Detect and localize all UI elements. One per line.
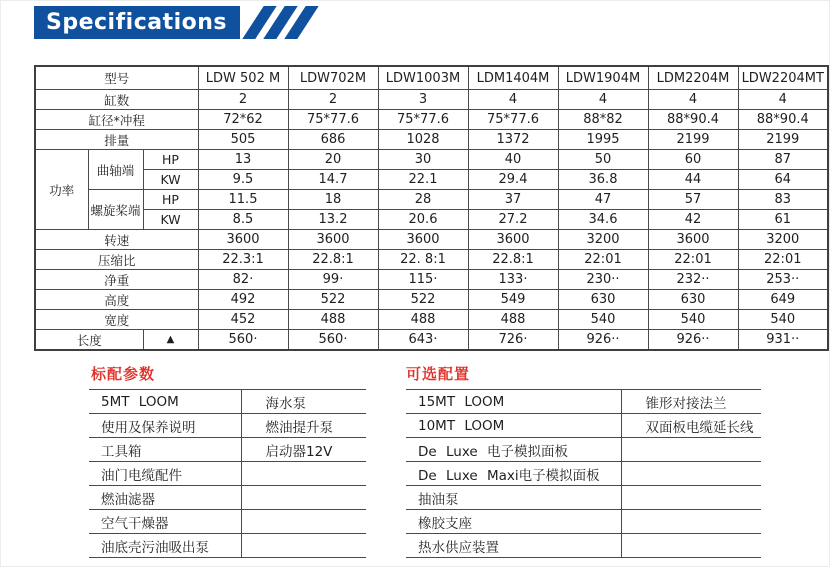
config-item <box>241 462 366 486</box>
spec-cell: 2 <box>288 90 378 110</box>
config-row <box>89 534 366 558</box>
table-row-model <box>35 66 828 90</box>
spec-cell: 87 <box>738 150 828 170</box>
spec-cell: 40 <box>468 150 558 170</box>
spec-cell: 926·· <box>648 330 738 351</box>
row-label-propeller-end: 螺旋桨端 <box>88 190 143 230</box>
spec-cell: 643· <box>378 330 468 351</box>
spec-cell: 2199 <box>648 130 738 150</box>
config-item <box>621 534 761 558</box>
spec-cell: 75*77.6 <box>468 110 558 130</box>
spec-cell: 232·· <box>648 270 738 290</box>
config-item <box>241 486 366 510</box>
table-row-power-prop-hp <box>35 190 828 210</box>
spec-cell: 75*77.6 <box>288 110 378 130</box>
spec-cell: 115· <box>378 270 468 290</box>
spec-cell: 560· <box>288 330 378 351</box>
spec-cell: 3200 <box>558 230 648 250</box>
config-row <box>89 462 366 486</box>
config-row <box>406 462 761 486</box>
spec-cell: 686 <box>288 130 378 150</box>
spec-cell: 1372 <box>468 130 558 150</box>
spec-cell: 560· <box>198 330 288 351</box>
spec-cell: 88*90.4 <box>648 110 738 130</box>
spec-cell: 42 <box>648 210 738 230</box>
row-label: 转速 <box>35 230 198 250</box>
spec-cell: 61 <box>738 210 828 230</box>
table-row-length <box>35 330 828 351</box>
spec-cell: 22.8:1 <box>468 250 558 270</box>
row-label: 压缩比 <box>35 250 198 270</box>
spec-cell: 133· <box>468 270 558 290</box>
config-item: 热水供应装置 <box>406 534 621 558</box>
spec-cell: 44 <box>648 170 738 190</box>
spec-cell: 452 <box>198 310 288 330</box>
spec-cell: 18 <box>288 190 378 210</box>
config-item: 使用及保养说明 <box>89 414 241 438</box>
table-row-width <box>35 310 828 330</box>
table-row-power-crank-kw <box>35 170 828 190</box>
config-item <box>621 438 761 462</box>
table-row-power-prop-kw <box>35 210 828 230</box>
spec-cell: 522 <box>288 290 378 310</box>
model-header-cell: LDW702M <box>288 66 378 90</box>
standard-config-table <box>89 389 366 558</box>
spec-cell: 22:01 <box>558 250 648 270</box>
config-item: 海水泵 <box>241 390 366 414</box>
spec-cell: 726· <box>468 330 558 351</box>
config-row <box>406 390 761 414</box>
spec-cell: 83 <box>738 190 828 210</box>
config-item: 双面板电缆延长线 <box>621 414 761 438</box>
spec-cell: 57 <box>648 190 738 210</box>
table-row-speed <box>35 230 828 250</box>
row-label-power: 功率 <box>35 150 88 230</box>
spec-cell: 13.2 <box>288 210 378 230</box>
row-label: 高度 <box>35 290 198 310</box>
spec-cell: 549 <box>468 290 558 310</box>
config-item: 油底壳污油吸出泵 <box>89 534 241 558</box>
spec-cell: 50 <box>558 150 648 170</box>
unit-label: KW <box>143 170 198 190</box>
config-item <box>241 534 366 558</box>
config-item: De Luxe Maxi电子模拟面板 <box>406 462 621 486</box>
config-item: 燃油滤器 <box>89 486 241 510</box>
config-item: 工具箱 <box>89 438 241 462</box>
row-label: 宽度 <box>35 310 198 330</box>
spec-cell: 230·· <box>558 270 648 290</box>
table-row-displacement <box>35 130 828 150</box>
spec-cell: 630 <box>558 290 648 310</box>
banner-slashes-decoration <box>253 6 316 39</box>
row-label: 排量 <box>35 130 198 150</box>
config-row <box>89 390 366 414</box>
spec-cell: 649 <box>738 290 828 310</box>
page-title-banner <box>34 6 240 39</box>
config-row <box>406 438 761 462</box>
spec-cell: 64 <box>738 170 828 190</box>
model-header-cell: LDM1404M <box>468 66 558 90</box>
spec-cell: 22:01 <box>648 250 738 270</box>
table-row-compression-ratio <box>35 250 828 270</box>
unit-label: KW <box>143 210 198 230</box>
model-header-cell: LDW1003M <box>378 66 468 90</box>
spec-cell: 505 <box>198 130 288 150</box>
spec-cell: 3600 <box>468 230 558 250</box>
spec-cell: 36.8 <box>558 170 648 190</box>
spec-cell: 3600 <box>378 230 468 250</box>
spec-cell: 540 <box>558 310 648 330</box>
triangle-marker-icon: ▲ <box>143 330 198 351</box>
spec-cell: 13 <box>198 150 288 170</box>
spec-cell: 4 <box>738 90 828 110</box>
spec-cell: 60 <box>648 150 738 170</box>
config-row <box>406 486 761 510</box>
spec-cell: 1028 <box>378 130 468 150</box>
row-label: 缸数 <box>35 90 198 110</box>
optional-config-heading: 可选配置 <box>406 365 471 383</box>
spec-cell: 99· <box>288 270 378 290</box>
spec-cell: 22.8:1 <box>288 250 378 270</box>
config-item: 空气干燥器 <box>89 510 241 534</box>
spec-cell: 34.6 <box>558 210 648 230</box>
config-item <box>621 486 761 510</box>
spec-cell: 72*62 <box>198 110 288 130</box>
spec-cell: 4 <box>558 90 648 110</box>
config-row <box>406 414 761 438</box>
spec-cell: 22.3:1 <box>198 250 288 270</box>
spec-cell: 3200 <box>738 230 828 250</box>
table-row-cylinders <box>35 90 828 110</box>
spec-cell: 488 <box>468 310 558 330</box>
row-label: 型号 <box>35 66 198 90</box>
config-item: De Luxe 电子模拟面板 <box>406 438 621 462</box>
row-label: 缸径*冲程 <box>35 110 198 130</box>
config-row <box>89 438 366 462</box>
model-header-cell: LDW1904M <box>558 66 648 90</box>
spec-cell: 2199 <box>738 130 828 150</box>
model-header-cell: LDW2204MT <box>738 66 828 90</box>
spec-cell: 20 <box>288 150 378 170</box>
spec-cell: 522 <box>378 290 468 310</box>
config-row <box>89 414 366 438</box>
optional-config-table <box>406 389 761 558</box>
spec-cell: 8.5 <box>198 210 288 230</box>
spec-cell: 4 <box>468 90 558 110</box>
config-row <box>406 534 761 558</box>
spec-cell: 82· <box>198 270 288 290</box>
spec-cell: 20.6 <box>378 210 468 230</box>
config-item: 启动器12V <box>241 438 366 462</box>
spec-cell: 3600 <box>198 230 288 250</box>
spec-cell: 488 <box>378 310 468 330</box>
row-label-crankshaft-end: 曲轴端 <box>88 150 143 190</box>
config-item: 15MT LOOM <box>406 390 621 414</box>
config-item: 橡胶支座 <box>406 510 621 534</box>
row-label: 净重 <box>35 270 198 290</box>
spec-cell: 3600 <box>648 230 738 250</box>
spec-cell: 3600 <box>288 230 378 250</box>
spec-cell: 540 <box>738 310 828 330</box>
spec-cell: 27.2 <box>468 210 558 230</box>
config-item <box>621 510 761 534</box>
config-item: 燃油提升泵 <box>241 414 366 438</box>
config-item <box>621 462 761 486</box>
unit-label: HP <box>143 150 198 170</box>
model-header-cell: LDW 502 M <box>198 66 288 90</box>
spec-cell: 931·· <box>738 330 828 351</box>
spec-cell: 30 <box>378 150 468 170</box>
config-row <box>89 510 366 534</box>
spec-cell: 926·· <box>558 330 648 351</box>
spec-cell: 492 <box>198 290 288 310</box>
spec-cell: 47 <box>558 190 648 210</box>
spec-cell: 22. 8:1 <box>378 250 468 270</box>
config-item: 5MT LOOM <box>89 390 241 414</box>
spec-cell: 488 <box>288 310 378 330</box>
model-header-cell: LDM2204M <box>648 66 738 90</box>
spec-cell: 630 <box>648 290 738 310</box>
config-item: 10MT LOOM <box>406 414 621 438</box>
spec-cell: 88*90.4 <box>738 110 828 130</box>
config-item: 抽油泵 <box>406 486 621 510</box>
config-item: 油门电缆配件 <box>89 462 241 486</box>
spec-cell: 3 <box>378 90 468 110</box>
spec-cell: 1995 <box>558 130 648 150</box>
config-item: 锥形对接法兰 <box>621 390 761 414</box>
spec-cell: 2 <box>198 90 288 110</box>
config-row <box>89 486 366 510</box>
spec-cell: 9.5 <box>198 170 288 190</box>
spec-cell: 22:01 <box>738 250 828 270</box>
config-row <box>406 510 761 534</box>
spec-cell: 11.5 <box>198 190 288 210</box>
spec-cell: 22.1 <box>378 170 468 190</box>
standard-config-heading: 标配参数 <box>91 365 156 383</box>
spec-cell: 4 <box>648 90 738 110</box>
spec-cell: 29.4 <box>468 170 558 190</box>
unit-label: HP <box>143 190 198 210</box>
spec-cell: 14.7 <box>288 170 378 190</box>
table-row-net-weight <box>35 270 828 290</box>
table-row-power-crank-hp <box>35 150 828 170</box>
spec-cell: 88*82 <box>558 110 648 130</box>
spec-cell: 540 <box>648 310 738 330</box>
engine-spec-table <box>34 65 829 351</box>
spec-cell: 75*77.6 <box>378 110 468 130</box>
config-item <box>241 510 366 534</box>
row-label: 长度 <box>35 330 143 351</box>
spec-cell: 28 <box>378 190 468 210</box>
spec-cell: 253·· <box>738 270 828 290</box>
table-row-bore-stroke <box>35 110 828 130</box>
spec-cell: 37 <box>468 190 558 210</box>
table-row-height <box>35 290 828 310</box>
page-title: Specifications <box>46 10 228 35</box>
